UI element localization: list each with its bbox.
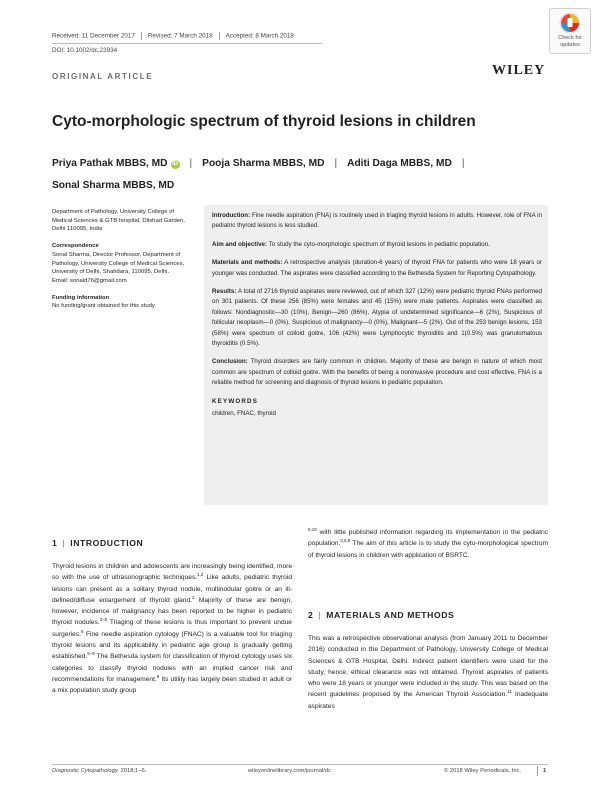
abstract-conclusion-label: Conclusion: — [212, 358, 248, 366]
correspondence-email[interactable]: Email: sonald76@gmail.com — [52, 277, 127, 284]
correspondence-heading: Correspondence — [52, 243, 99, 250]
author-4[interactable]: Sonal Sharma MBBS, MD — [52, 180, 175, 191]
citation[interactable]: 9,10 — [308, 527, 317, 532]
citation[interactable]: 3–5 — [99, 617, 108, 623]
abstract-conclusion-text: Thyroid disorders are fairly common in children. Majority of these are benign in nature of which most common are spectrum of colloid goitre. With the benefits of being a noninvasive procedure and cost effective, FNA is a reliable method for screening and diagnosis of thyroid lesions in pediatric population. — [212, 358, 542, 387]
body-text: Fine needle aspiration cytology (FNAC) is a valuable tool for triaging thyroid lesions and its applicability in pediatric age group is gradually getting established. — [52, 630, 292, 661]
header-divider — [52, 43, 322, 44]
orcid-icon[interactable]: iD — [172, 161, 178, 167]
abstract-methods-text: A retrospective analysis (duration-6 years) of thyroid FNA for patients who were 18 years or younger was conducted. The aspirates were classified according to the Bethesda System for Reporting Cytopathology. — [212, 259, 542, 277]
citation[interactable]: 2 — [191, 594, 195, 600]
footer-journal-info: 2018;1–6. — [118, 768, 147, 774]
abstract-aim — [212, 240, 542, 250]
correspondence-text: Sonal Sharma, Director Professor, Department of Pathology, University College of Medical Sciences, University of Delhi, Shahdara, 110095, Delhi. — [52, 251, 185, 276]
citation[interactable]: 11 — [507, 689, 512, 695]
section-title: MATERIALS AND METHODS — [326, 610, 455, 620]
footer-page-separator — [537, 766, 538, 776]
author-separator: | — [461, 158, 465, 169]
received-date: Received: 11 December 2017 — [52, 32, 135, 40]
section-number: 2 — [308, 610, 314, 620]
footer-copyright: © 2018 Wiley Periodicals, Inc. — [444, 768, 522, 774]
body-text: The Bethesda system for classification of thyroid cytology uses six categories to classify thyroid nodules with an implied cancer risk and recommendations for management. — [52, 653, 292, 683]
body-text: with little published information regarding its implementation in the pediatric population. — [308, 529, 548, 548]
check-for-updates-icon — [559, 12, 581, 34]
article-sidebar — [52, 208, 194, 311]
abstract-results-label: Results: — [212, 288, 237, 296]
section-number: 1 — [52, 538, 58, 548]
history-dates — [52, 32, 294, 40]
abstract-aim-label: Aim and objective: — [212, 240, 268, 248]
author-separator: | — [334, 158, 338, 169]
article-title: Cyto-morphologic spectrum of thyroid lesions in children — [52, 113, 476, 130]
citation[interactable]: 9 — [156, 673, 160, 679]
author-list — [52, 153, 552, 197]
body-text: Like adults, pediatric thyroid lesions can present as a solitary thyroid nodule, multinodular goitre or an ill-defined/diffuse enlargement of thyroid gland. — [52, 574, 292, 604]
author-1[interactable]: Priya Pathak MBBS, MD — [52, 158, 168, 169]
funding-text: No funding/grant obtained for this study — [52, 303, 155, 310]
accepted-date: Accepted: 8 March 2018 — [225, 32, 294, 40]
footer-url[interactable]: wileyonlinelibrary.com/journal/dc — [248, 768, 332, 774]
abstract-methods — [212, 258, 542, 279]
section-bar: | — [62, 538, 66, 548]
body-text: Inadequate aspirates — [308, 691, 548, 710]
author-3[interactable]: Aditi Daga MBBS, MD — [347, 158, 452, 169]
affiliation: Department of Pathology, University College of Medical Sciences & GTB hospital, Dilshad Garden, Delhi 110095, India — [52, 209, 185, 233]
body-text: Majority of these are benign, however, incidence of malignancy has been reported to be higher in pediatric thyroid nodules. — [52, 596, 292, 627]
citation[interactable]: 1,2 — [197, 572, 204, 578]
badge-label-2: updates — [560, 42, 580, 48]
check-for-updates-badge[interactable] — [549, 8, 591, 54]
section-title: INTRODUCTION — [70, 538, 144, 548]
abstract-methods-label: Materials and methods: — [212, 259, 283, 267]
abstract-aim-text: To study the cyto-morphologic spectrum of thyroid lesions in pediatric population. — [267, 240, 490, 248]
citation[interactable]: 5–8 — [87, 651, 95, 657]
abstract-results-text: A total of 2716 thyroid aspirates were reviewed, out of which 327 (12%) were pediatric thyroid FNAs performed on 301 patients. Of these 256 (85%) were females and 45 (15%) were male patients. Aspirates were classified as follows: Nondiagnostic—30 (10%), Benign—260 (86%), Atypia of undetermined significance—6 (2%), Suspicious of follicular neoplasm—0 (0%), Suspicious of malignancy—0 (0%), Malignant—5 (2%). Out of the 253 benign lesions, 153 (58%) were spectrum of colloid goitre, 106 (42%) were Lymphocytic thyroiditis and 1(0.5%) was granulomatous thyroiditis (0.5%). — [212, 288, 542, 348]
body-text: Its utility has largely been studied in adult or a mix population study group — [52, 675, 292, 695]
abstract-results — [212, 287, 542, 349]
section-methods-heading — [308, 610, 454, 620]
footer-divider — [52, 764, 548, 765]
citation[interactable]: 6 — [80, 628, 84, 634]
publisher-logo: WILEY — [492, 63, 546, 78]
abstract-conclusion — [212, 357, 542, 388]
body-text: This was a retrospective observational analysis (from January 2011 to December 2016) conducted in the Department of Pathology, University College of Medical Sciences & GTB Hospital, Delhi. Indirect patient identifiers were used for the study, hence, ethical clearance was not obtained. Thyroid aspirates of patients who were 18 years or younger were included in the study. This was based on the recent guidelines proposed by the American Thyroid Association. — [308, 635, 548, 699]
keywords-heading: KEYWORDS — [212, 397, 259, 405]
author-separator: | — [189, 158, 193, 169]
page-number: 1 — [543, 768, 547, 774]
section-introduction-heading — [52, 538, 143, 548]
revised-date: Revised: 7 March 2018 — [147, 32, 213, 40]
badge-label-1: Check for — [558, 35, 582, 41]
funding-heading: Funding information — [52, 294, 110, 301]
citation[interactable]: 3,5,8 — [340, 538, 351, 544]
abstract-intro-label: Introduction: — [212, 212, 251, 219]
abstract-intro-text: Fine needle aspiration (FNA) is routinely used in triaging thyroid lesions in adults. However, role of FNA in pediatric thyroid lesions is less studied. — [212, 212, 542, 230]
footer-citation — [52, 768, 146, 774]
introduction-text-right — [308, 527, 548, 561]
methods-text — [308, 633, 548, 712]
body-text: Thyroid lesions in children and adolescents are increasingly being identified, more so with the use of ultrasonographic techniques. — [52, 563, 292, 582]
doi[interactable]: DOI: 10.1002/dc.23934 — [52, 47, 118, 54]
keywords: children, FNAC, thyroid — [212, 410, 276, 418]
abstract-box — [204, 205, 548, 505]
author-2[interactable]: Pooja Sharma MBBS, MD — [202, 158, 325, 169]
body-text: The aim of this article is to study the cyto-morphological spectrum of thyroid lesions in children with application of BSRTC. — [308, 540, 548, 559]
abstract-introduction — [212, 211, 542, 232]
body-text: Triaging of these lesions is thus important to prevent undue surgeries. — [52, 619, 292, 638]
introduction-text-left — [52, 561, 292, 697]
article-type: ORIGINAL ARTICLE — [52, 72, 154, 81]
section-bar: | — [318, 610, 322, 620]
footer-journal: Diagnostic Cytopathology. — [52, 768, 119, 774]
